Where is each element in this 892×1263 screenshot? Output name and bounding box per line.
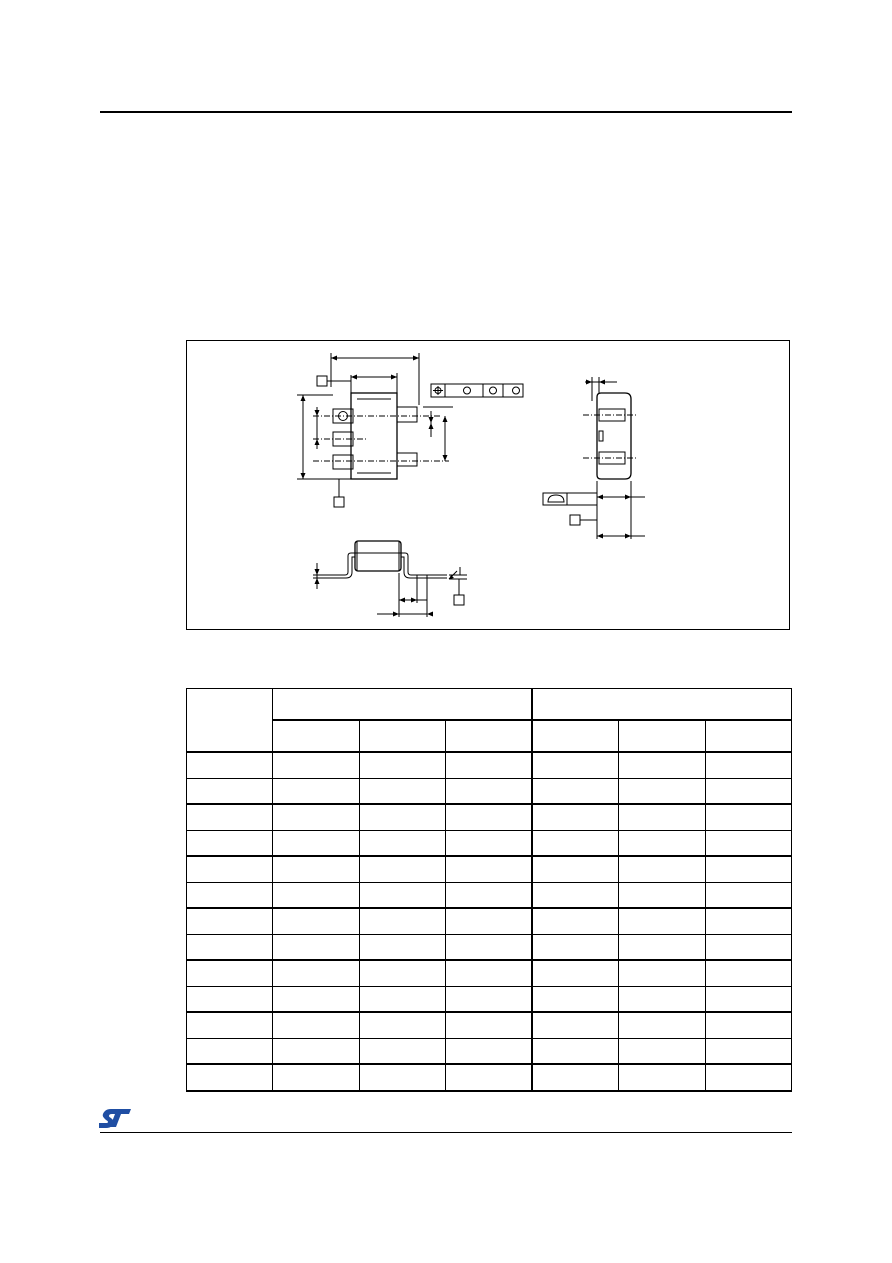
row-ref-cell [187,778,273,804]
col-header [705,720,791,752]
table-cell [619,830,705,856]
table-cell [273,804,359,830]
package-outline-drawing [187,341,791,631]
table-cell [705,960,791,986]
table-cell [705,934,791,960]
table-cell [273,830,359,856]
table-cell [273,1038,359,1064]
table-cell [273,856,359,882]
table-cell [532,778,618,804]
table-cell [705,778,791,804]
package-drawing-frame [186,340,790,630]
table-header-row [187,689,792,721]
table-cell [446,752,532,778]
table-cell [273,960,359,986]
row-ref-cell [187,986,273,1012]
table-cell [532,960,618,986]
table-cell [619,778,705,804]
footer-rule [100,1132,792,1133]
table-cell [273,1064,359,1091]
header-rule [100,111,792,113]
col-header [619,720,705,752]
table-cell [273,882,359,908]
side-view [543,377,645,539]
table-cell [446,960,532,986]
top-view [297,353,523,507]
table-cell [359,960,445,986]
table-cell [532,1038,618,1064]
dimensions-table [186,688,792,1092]
st-logo-icon [99,1106,135,1130]
ref-header [187,689,273,753]
table-cell [359,1012,445,1038]
table-cell [532,752,618,778]
col-header [273,720,359,752]
table-cell [705,1038,791,1064]
table-cell [619,908,705,934]
table-cell [359,934,445,960]
table-cell [619,856,705,882]
table-cell [619,1012,705,1038]
table-cell [705,856,791,882]
table-cell [273,1012,359,1038]
table-cell [705,1064,791,1091]
table-cell [705,882,791,908]
row-ref-cell [187,1012,273,1038]
table-cell [705,986,791,1012]
group-header-right [532,689,791,721]
table-row [187,1012,792,1038]
table-row [187,752,792,778]
table-row [187,986,792,1012]
table-cell [446,1064,532,1091]
table-cell [532,1012,618,1038]
table-cell [532,934,618,960]
row-ref-cell [187,934,273,960]
table-cell [359,1038,445,1064]
row-ref-cell [187,1064,273,1091]
col-header [446,720,532,752]
table-cell [705,752,791,778]
table-cell [532,804,618,830]
table-cell [359,986,445,1012]
table-cell [619,960,705,986]
table-cell [446,934,532,960]
table-cell [532,1064,618,1091]
table-cell [359,778,445,804]
table-cell [446,830,532,856]
table-cell [446,908,532,934]
table-cell [705,1012,791,1038]
table-row [187,856,792,882]
table-cell [619,882,705,908]
table-cell [359,882,445,908]
row-ref-cell [187,752,273,778]
table-cell [705,908,791,934]
row-ref-cell [187,1038,273,1064]
col-header [359,720,445,752]
table-cell [446,986,532,1012]
table-cell [273,986,359,1012]
row-ref-cell [187,908,273,934]
table-cell [532,986,618,1012]
row-ref-cell [187,804,273,830]
table-cell [446,804,532,830]
table-row [187,1038,792,1064]
table-cell [705,804,791,830]
table-cell [532,882,618,908]
table-cell [446,778,532,804]
table-cell [619,752,705,778]
row-ref-cell [187,882,273,908]
table-row [187,960,792,986]
table-cell [705,830,791,856]
table-row [187,882,792,908]
group-header-left [273,689,532,721]
table-cell [619,1064,705,1091]
table-cell [532,830,618,856]
table-row [187,934,792,960]
table-cell [446,856,532,882]
table-cell [359,1064,445,1091]
front-view [313,541,467,617]
table-cell [273,778,359,804]
table-cell [532,856,618,882]
table-cell [359,908,445,934]
table-cell [273,752,359,778]
row-ref-cell [187,830,273,856]
table-cell [446,1038,532,1064]
table-cell [619,1038,705,1064]
table-cell [619,986,705,1012]
table-cell [359,804,445,830]
table-row [187,908,792,934]
table-cell [619,934,705,960]
table-cell [532,908,618,934]
table-row [187,1064,792,1091]
table-cell [359,830,445,856]
table-subheader-row [187,720,792,752]
row-ref-cell [187,960,273,986]
table-cell [359,752,445,778]
table-cell [273,934,359,960]
table-row [187,778,792,804]
table-cell [446,882,532,908]
table-cell [619,804,705,830]
table-row [187,830,792,856]
table-cell [359,856,445,882]
table-cell [446,1012,532,1038]
table-row [187,804,792,830]
col-header [532,720,618,752]
table-cell [273,908,359,934]
row-ref-cell [187,856,273,882]
